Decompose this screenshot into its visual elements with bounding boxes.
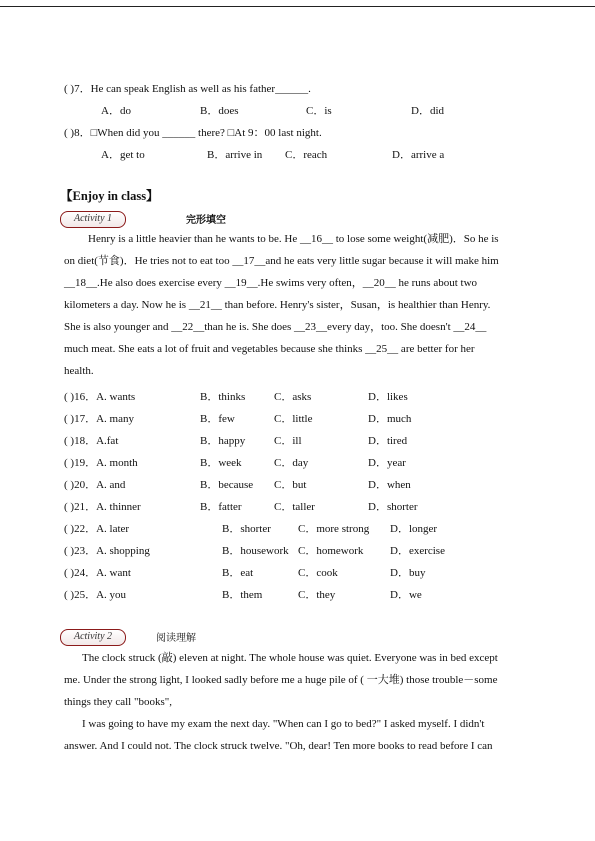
option-b: B．few [200, 413, 235, 425]
top-rule [0, 6, 595, 7]
option-a: ( )23．A. shopping [64, 545, 150, 557]
q8-option-c: C．reach [285, 149, 328, 161]
option-b: B．thinks [200, 391, 246, 403]
reading-line: things they call "books", [64, 696, 172, 708]
cloze-option-row [64, 432, 544, 446]
cloze-option-row [64, 498, 544, 512]
option-d: D．buy [390, 567, 426, 579]
option-b: B．housework [222, 545, 289, 557]
option-c: C．more strong [298, 523, 370, 535]
option-c: C．but [274, 479, 307, 491]
cloze-line: She is also younger and __22__than he is. She does __23__every day，too. She doesn't __24__ [64, 321, 487, 333]
option-b: B．shorter [222, 523, 271, 535]
cloze-line: __18__.He also does exercise every __19__.He swims very often，__20__ he runs about two [64, 277, 478, 289]
cloze-option-row [64, 454, 544, 468]
option-d: D．when [368, 479, 411, 491]
q8-option-d: D．arrive a [392, 149, 445, 161]
option-d: D．we [390, 589, 422, 601]
option-c: C．they [298, 589, 336, 601]
option-c: C．homework [298, 545, 364, 557]
cloze-line: kilometers a day. Now he is __21__ than before. Henry's sister，Susan，is healthier than Henry. [64, 299, 491, 311]
option-d: D．shorter [368, 501, 418, 513]
option-a: ( )18．A.fat [64, 435, 119, 447]
option-b: B．week [200, 457, 242, 469]
cloze-line: much meat. She eats a lot of fruit and vegetables because she thinks __25__ are better for her [64, 343, 475, 355]
cloze-option-row [64, 542, 544, 556]
cloze-option-row [64, 388, 544, 402]
cloze-option-row [64, 564, 544, 578]
option-c: C．little [274, 413, 313, 425]
option-d: D．year [368, 457, 406, 469]
q7-option-a: A．do [101, 105, 131, 117]
activity-2-badge: Activity 2 [60, 629, 126, 646]
option-b: B．fatter [200, 501, 242, 513]
option-a: ( )24．A. want [64, 567, 131, 579]
option-a: ( )22．A. later [64, 523, 130, 535]
option-b: B．because [200, 479, 254, 491]
question-8-stem: ( )8．□When did you ______ there? □At 9：00 last night. [64, 127, 322, 139]
q7-option-c: C．is [306, 105, 332, 117]
cloze-option-row [64, 520, 544, 534]
activity-2-title: 阅读理解 [156, 633, 196, 644]
q7-option-b: B．does [200, 105, 239, 117]
option-d: D．much [368, 413, 412, 425]
cloze-line: Henry is a little heavier than he wants to be. He __16__ to lose some weight(减肥)．So he is [88, 233, 499, 245]
option-d: D．tired [368, 435, 408, 447]
q8-option-a: A．get to [101, 149, 145, 161]
reading-line: answer. And I could not. The clock struck twelve. "Oh, dear! Ten more books to read before I can [64, 740, 493, 752]
option-c: C．cook [298, 567, 338, 579]
option-d: D．longer [390, 523, 438, 535]
cloze-option-row [64, 410, 544, 424]
reading-line: The clock struck (敲) eleven at night. The whole house was quiet. Everyone was in bed except [82, 652, 498, 664]
option-a: ( )20．A. and [64, 479, 126, 491]
cloze-line: health. [64, 365, 94, 377]
option-b: B．eat [222, 567, 254, 579]
option-b: B．them [222, 589, 263, 601]
reading-line: I was going to have my exam the next day. "When can I go to bed?" I asked myself. I didn't [82, 718, 485, 730]
option-a: ( )17．A. many [64, 413, 134, 425]
activity-1-title: 完形填空 [186, 215, 226, 226]
option-d: D．exercise [390, 545, 445, 557]
cloze-passage [64, 228, 542, 382]
option-c: C．taller [274, 501, 315, 513]
q7-option-d: D．did [411, 105, 444, 117]
option-c: C．day [274, 457, 309, 469]
option-b: B．happy [200, 435, 246, 447]
cloze-option-row [64, 586, 544, 600]
option-d: D．likes [368, 391, 408, 403]
activity-1-badge: Activity 1 [60, 211, 126, 228]
section-title: 【Enjoy in class】 [60, 189, 159, 203]
option-c: C．ill [274, 435, 302, 447]
reading-passage [64, 647, 542, 757]
option-c: C．asks [274, 391, 312, 403]
option-a: ( )25．A. you [64, 589, 127, 601]
option-a: ( )16．A. wants [64, 391, 136, 403]
cloze-option-row [64, 476, 544, 490]
question-7-stem: ( )7．He can speak English as well as his father______. [64, 83, 311, 95]
option-a: ( )21．A. thinner [64, 501, 141, 513]
cloze-line: on diet(节食)．He tries not to eat too __17__and he eats very little sugar because it will make him [64, 255, 499, 267]
option-a: ( )19．A. month [64, 457, 138, 469]
reading-line: me. Under the strong light, I looked sadly before me a huge pile of ( 一大堆) those trouble－some [64, 674, 498, 686]
q8-option-b: B．arrive in [207, 149, 263, 161]
